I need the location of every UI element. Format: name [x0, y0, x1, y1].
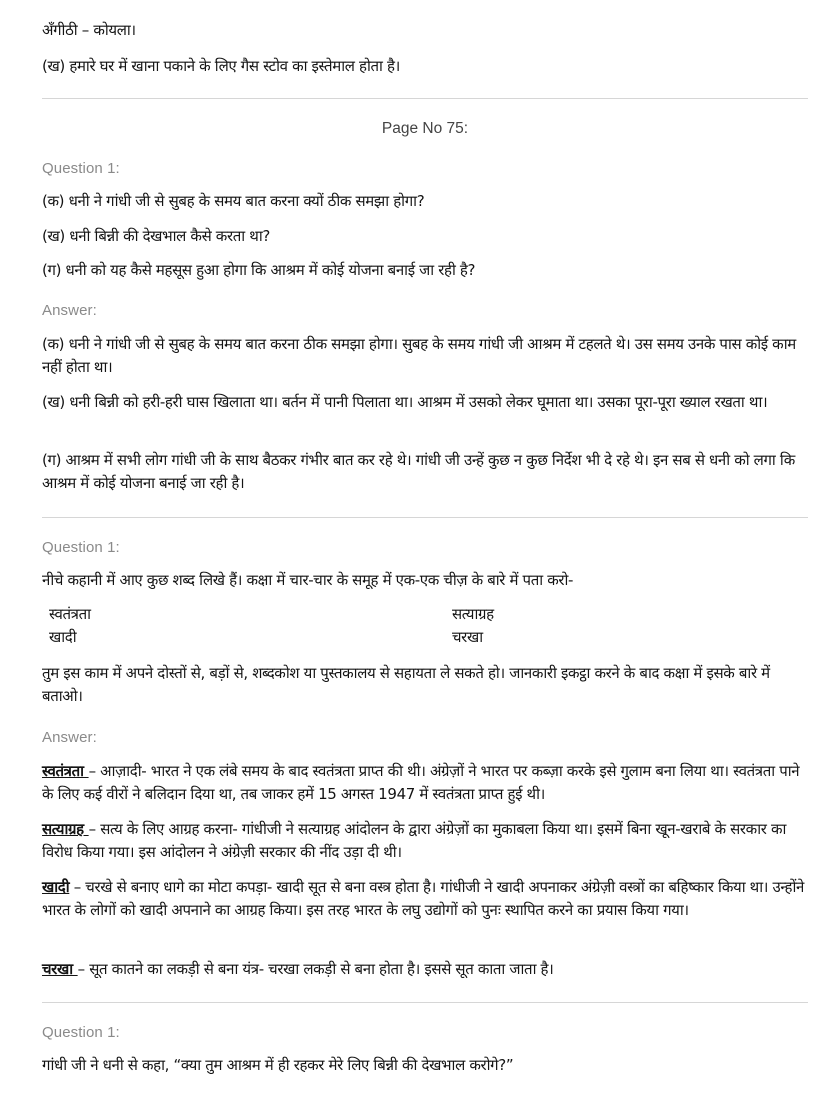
term-heading: खादी — [42, 878, 70, 896]
text-line: अँगीठी – कोयला। — [42, 21, 136, 39]
answer-label: Answer: — [42, 302, 97, 319]
page-number: Page No 75: — [381, 120, 469, 137]
section-divider — [42, 98, 808, 99]
question-item: (ग) धनी को यह कैसे महसूस हुआ होगा कि आश्रम में कोई योजना बनाई जा रही है? — [42, 261, 476, 279]
answer-paragraph — [42, 818, 808, 864]
question-item: (क) धनी ने गांधी जी से सुबह के समय बात करना क्यों ठीक समझा होगा? — [42, 192, 425, 210]
answer-label: Answer: — [42, 729, 97, 746]
term-definition: – चरखे से बनाए धागे का मोटा कपड़ा- खादी सूत से बना वस्त्र होता है। गांधीजी ने खादी अपनाकर अंग्रेज़ी वस्त्रों का बहिष्कार किया था। उन्होंने भारत के लोगों को खादी अपनाने का आग्रह किया। इस तरह भारत के लघु उद्योगों को पुनः स्थापित करने का प्रयास किया गया। — [42, 878, 805, 919]
text-line: (ख) हमारे घर में खाना पकाने के लिए गैस स्टोव का इस्तेमाल होता है। — [42, 57, 400, 75]
question-label: Question 1: — [42, 160, 120, 177]
question-text: गांधी जी ने धनी से कहा, “क्या तुम आश्रम में ही रहकर मेरे लिए बिन्नी की देखभाल करोगे?” — [42, 1056, 514, 1074]
section-divider — [42, 1002, 808, 1003]
question-text: नीचे कहानी में आए कुछ शब्द लिखे हैं। कक्षा में चार-चार के समूह में एक-एक चीज़ के बारे में पता करो- — [42, 571, 574, 589]
answer-paragraph: (क) धनी ने गांधी जी से सुबह के समय बात करना ठीक समझा होगा। सुबह के समय गांधी जी आश्रम में टहलते थे। उस समय उनके पास कोई काम नहीं होता था। — [42, 335, 796, 376]
word-cell: खादी — [49, 628, 77, 646]
answer-paragraph — [42, 958, 808, 981]
question-label: Question 1: — [42, 539, 120, 556]
question-item: (ख) धनी बिन्नी की देखभाल कैसे करता था? — [42, 227, 270, 245]
answer-paragraph — [42, 760, 808, 806]
term-definition: – सूत कातने का लकड़ी से बना यंत्र- चरखा लकड़ी से बना होता है। इससे सूत काता जाता है। — [77, 960, 554, 978]
question-label: Question 1: — [42, 1024, 120, 1041]
term-heading: चरखा — [42, 960, 78, 978]
term-heading: स्वतंत्रता — [42, 762, 89, 780]
answer-paragraph — [42, 876, 808, 922]
word-cell: सत्याग्रह — [452, 605, 494, 623]
word-cell: स्वतंत्रता — [49, 605, 91, 623]
section-divider — [42, 517, 808, 518]
instruction-paragraph: तुम इस काम में अपने दोस्तों से, बड़ों से, शब्दकोश या पुस्तकालय से सहायता ले सकते हो। जानकारी इकट्ठा करने के बाद कक्षा में इसके बारे में बताओ। — [42, 664, 770, 705]
answer-paragraph: (ख) धनी बिन्नी को हरी-हरी घास खिलाता था। बर्तन में पानी पिलाता था। आश्रम में उसको लेकर घूमाता था। उसका पूरा-पूरा ख्याल रखता था। — [42, 393, 768, 411]
word-cell: चरखा — [452, 628, 483, 646]
term-heading: सत्याग्रह — [42, 820, 89, 838]
term-definition: – आज़ादी- भारत ने एक लंबे समय के बाद स्वतंत्रता प्राप्त की थी। अंग्रेज़ों ने भारत पर कब्ज़ा करके इसे गुलाम बना लिया था। स्वतंत्रता पाने के लिए कई वीरों ने बलिदान दिया था, तब जाकर हमें 15 अगस्त 1947 में स्वतंत्रता प्राप्त हुई थी। — [42, 762, 800, 803]
answer-paragraph: (ग) आश्रम में सभी लोग गांधी जी के साथ बैठकर गंभीर बात कर रहे थे। गांधी जी उन्हें कुछ न कुछ निर्देश भी दे रहे थे। इन सब से धनी को लगा कि आश्रम में कोई योजना बनाई जा रही है। — [42, 451, 795, 492]
term-definition: – सत्य के लिए आग्रह करना- गांधीजी ने सत्याग्रह आंदोलन के द्वारा अंग्रेज़ों का मुकाबला किया था। इसमें बिना खून-खराबे के सरकार का विरोध किया गया। इस आंदोलन ने अंग्रेज़ी सरकार की नींद उड़ा दी थी। — [42, 820, 786, 861]
